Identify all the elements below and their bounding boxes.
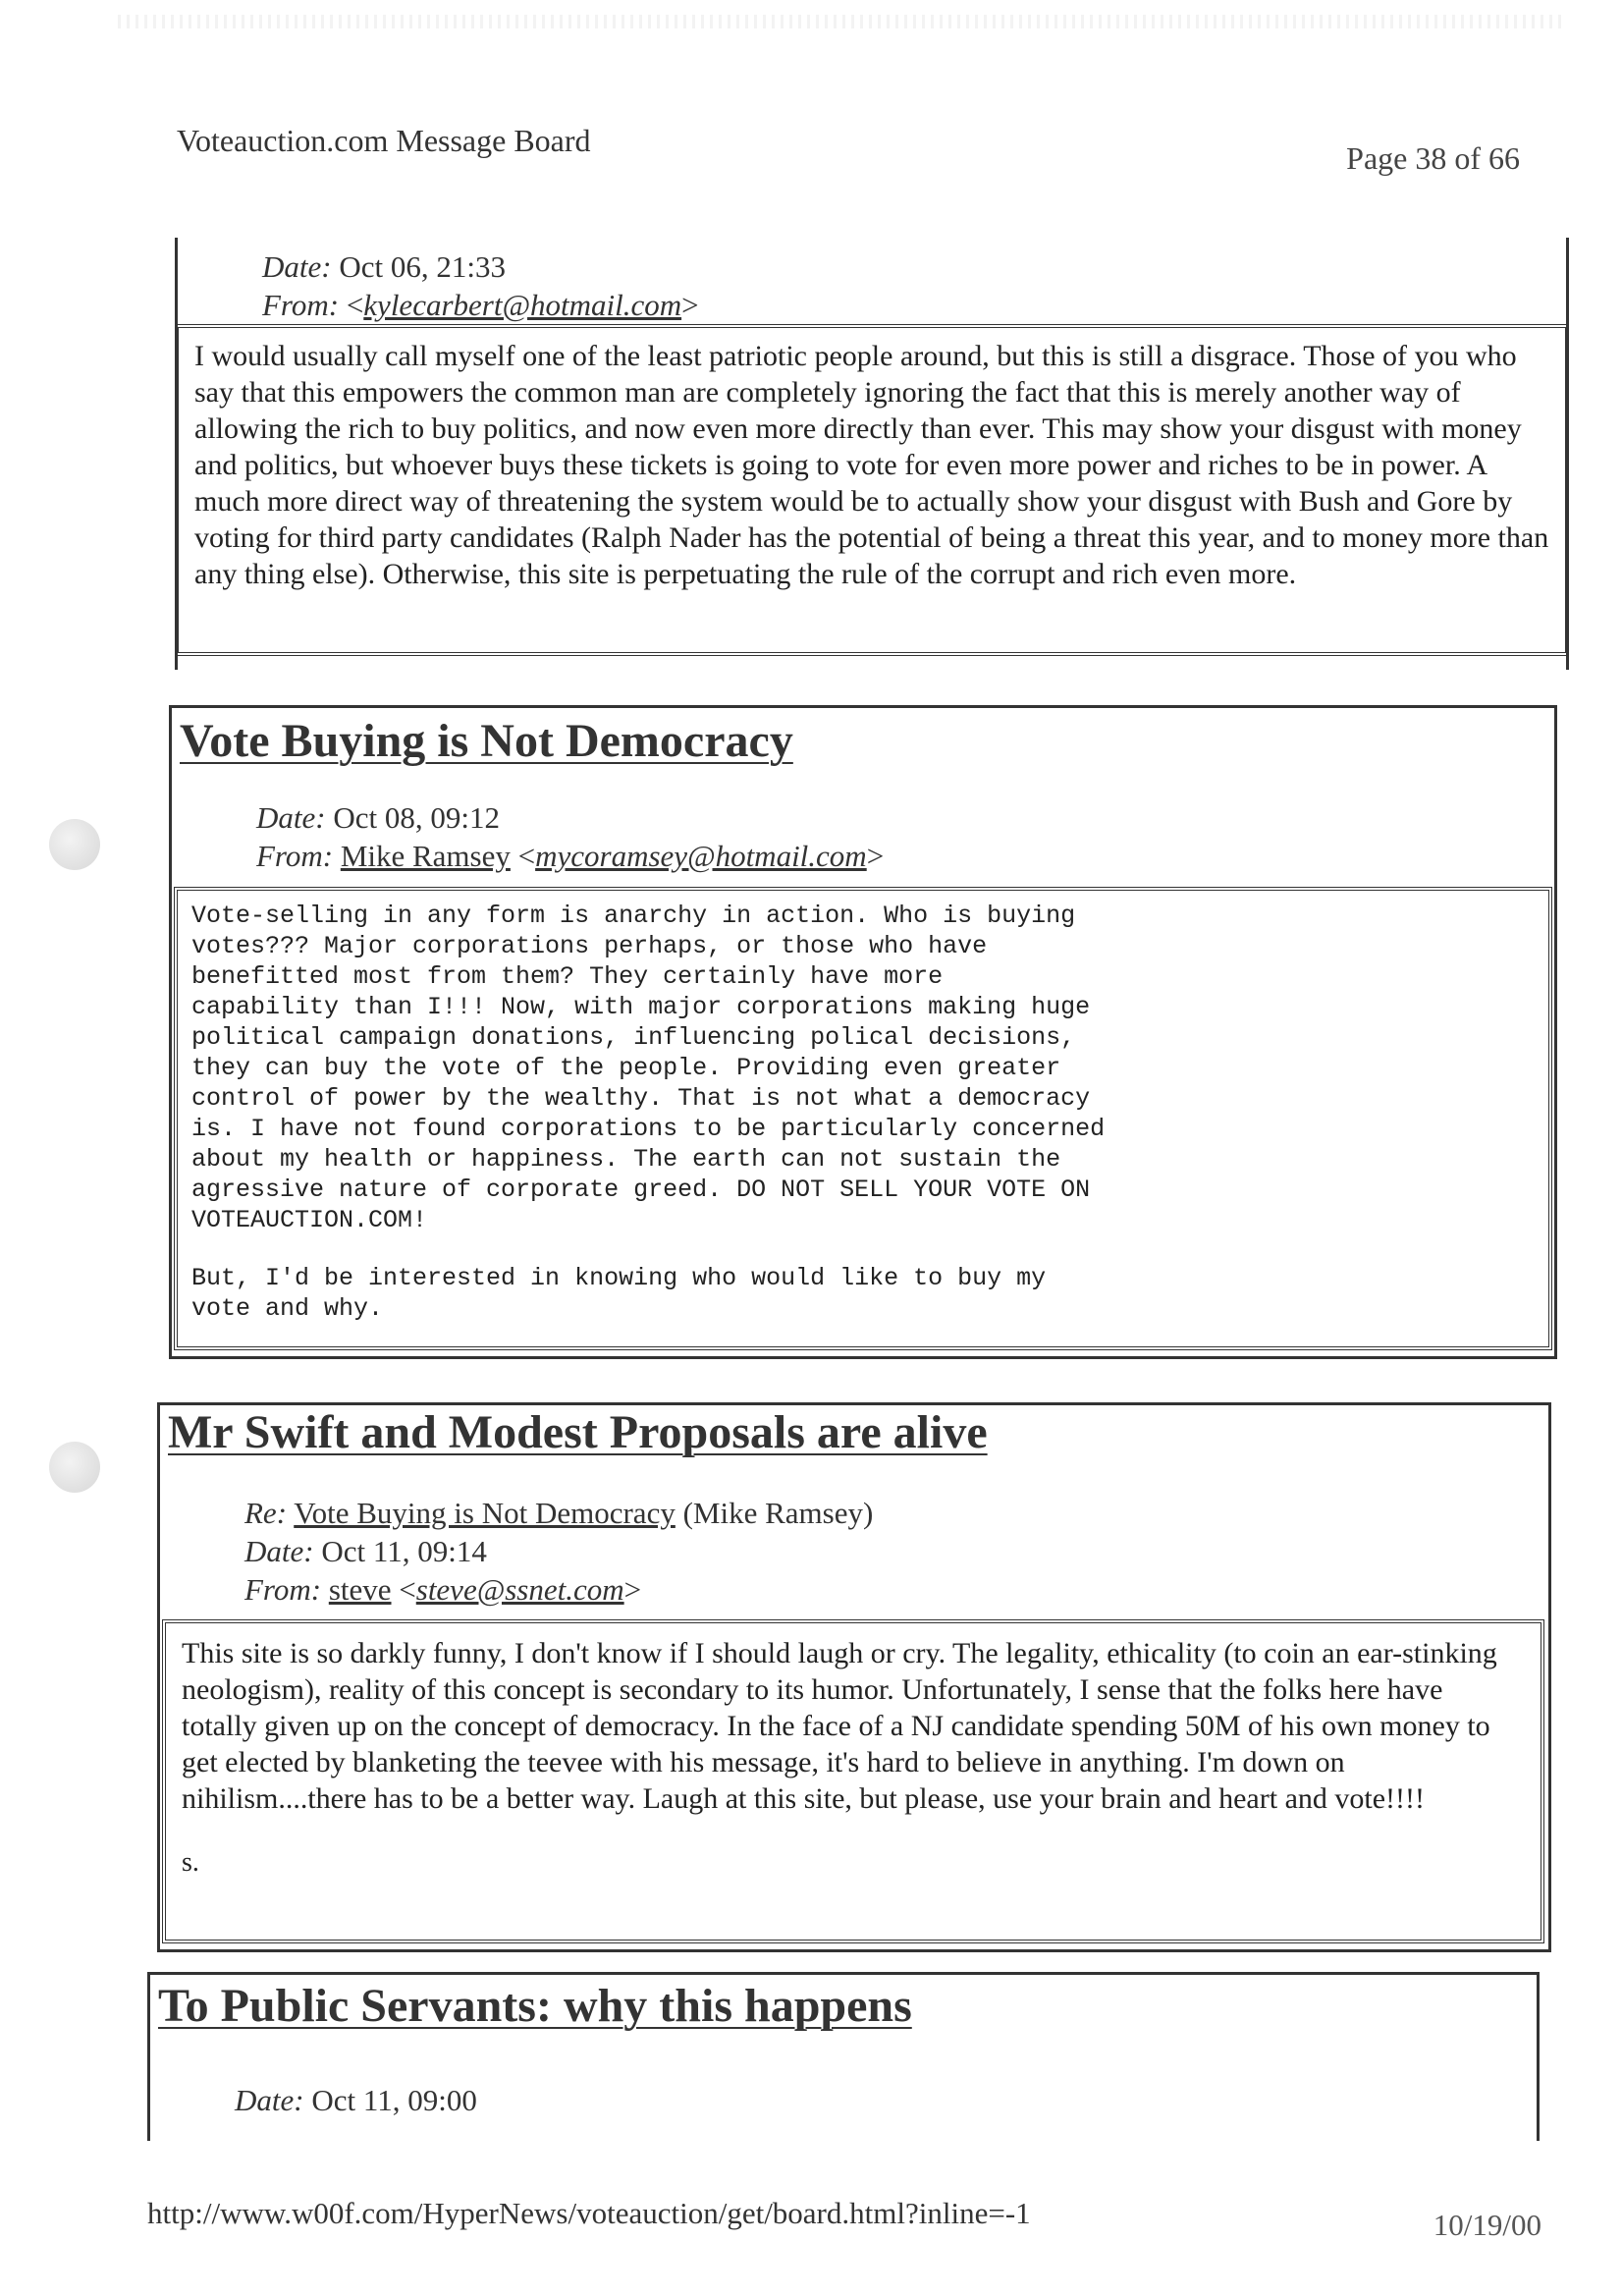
- footer-print-date: 10/19/00: [1433, 2208, 1541, 2242]
- from-label: From:: [262, 288, 340, 322]
- date-label: Date:: [244, 1534, 314, 1568]
- from-row: [244, 1570, 873, 1609]
- post: [147, 1972, 1540, 2141]
- from-label: From:: [244, 1572, 322, 1607]
- page-header: [177, 123, 1571, 182]
- post: [169, 705, 1557, 1359]
- author-name-link[interactable]: Mike Ramsey: [340, 839, 511, 873]
- post-date: Oct 08, 09:12: [333, 800, 500, 835]
- post-signature: s.: [182, 1847, 199, 1878]
- from-row: [256, 837, 884, 875]
- date-label: Date:: [235, 2083, 304, 2117]
- post-body-box: [174, 887, 1552, 1350]
- author-email-link[interactable]: mycoramsey@hotmail.com: [535, 839, 867, 873]
- post-body-box: [162, 1619, 1544, 1943]
- re-row: [244, 1494, 873, 1532]
- author-name-link[interactable]: steve: [328, 1572, 392, 1607]
- reply-to-author: (Mike Ramsey): [682, 1496, 874, 1530]
- post-continued: [175, 238, 1569, 670]
- post-date: Oct 11, 09:00: [311, 2083, 477, 2117]
- date-row: [262, 247, 699, 286]
- post-body: This site is so darkly funny, I don't know if I should laugh or cry. The legality, ethicality (to coin an ear-stinking neologism), reality of this concept is secondary to its humor. Unfortunately, I sense that the folks here have totally given up on the concept of democracy. In the face of a NJ candidate spending 50M of his own money to get elected by blanketing the teevee with his message, it's hard to believe in anything. I'm down on nihilism....there has to be a better way. Laugh at this site, but please, use your brain and heart and vote!!!!: [182, 1637, 1505, 1815]
- date-row: [235, 2081, 477, 2119]
- from-label: From:: [256, 839, 334, 873]
- from-open: <: [346, 288, 364, 322]
- post-meta: [235, 2081, 477, 2119]
- from-close: >: [681, 288, 699, 322]
- from-open: <: [517, 839, 536, 873]
- author-email-link[interactable]: steve@ssnet.com: [415, 1572, 624, 1607]
- reply-to-link[interactable]: Vote Buying is Not Democracy: [294, 1496, 676, 1530]
- footer-url: http://www.w00f.com/HyperNews/voteauction/get/board.html?inline=-1: [147, 2196, 1031, 2230]
- post-title[interactable]: Mr Swift and Modest Proposals are alive: [168, 1406, 988, 1458]
- post-body-continued: But, I'd be interested in knowing who would like to buy my vote and why.: [191, 1264, 1047, 1323]
- punch-hole: [49, 1442, 100, 1493]
- post-title[interactable]: Vote Buying is Not Democracy: [180, 715, 793, 767]
- site-title: Voteauction.com Message Board: [177, 123, 591, 158]
- from-close: >: [866, 839, 885, 873]
- post: [157, 1402, 1551, 1952]
- post-body: I would usually call myself one of the least patriotic people around, but this is still a disgrace. Those of you who say that this empowers the common man are completely ignoring the fact that this is merely another way of allowing the rich to buy politics, and now even more directly than ever. This may show your disgust with money and politics, but whoever buys these tickets is going to vote for even more power and riches to be in power. A much more direct way of threatening the system would be to actually show your disgust with Bush and Gore by voting for third party candidates (Ralph Nader has the potential of being a threat this year, and to money more than any thing else). Otherwise, this site is perpetuating the rule of the corrupt and rich even more.: [194, 340, 1556, 590]
- date-row: [244, 1532, 873, 1570]
- from-row: [262, 286, 699, 324]
- post-body: Vote-selling in any form is anarchy in action. Who is buying votes??? Major corporations perhaps, or those who have benefitted most from them? They certainly have more capability than I!!! Now, with major corporations making huge political campaign donations, influencing polical decisions, they can buy the vote of the people. Providing even greater control of power by the wealthy. That is not what a democracy is. I have not found corporations to be particularly concerned about my health or happiness. The earth can not sustain the agressive nature of corporate greed. DO NOT SELL YOUR VOTE ON VOTEAUCTION.COM!: [191, 902, 1106, 1234]
- scan-noise: [118, 15, 1563, 28]
- post-date: Oct 11, 09:14: [321, 1534, 487, 1568]
- re-label: Re:: [244, 1496, 288, 1530]
- post-meta: [262, 247, 699, 324]
- post-body-box: [175, 324, 1569, 656]
- punch-hole: [49, 819, 100, 870]
- from-open: <: [399, 1572, 416, 1607]
- post-meta: [256, 798, 884, 875]
- from-close: >: [623, 1572, 642, 1607]
- post-date: Oct 06, 21:33: [339, 249, 506, 284]
- post-title[interactable]: To Public Servants: why this happens: [158, 1980, 912, 2032]
- author-email-link[interactable]: kylecarbert@hotmail.com: [363, 288, 682, 322]
- date-label: Date:: [256, 800, 326, 835]
- page-number: Page 38 of 66: [1346, 140, 1520, 176]
- post-meta: [244, 1494, 873, 1609]
- date-label: Date:: [262, 249, 332, 284]
- date-row: [256, 798, 884, 837]
